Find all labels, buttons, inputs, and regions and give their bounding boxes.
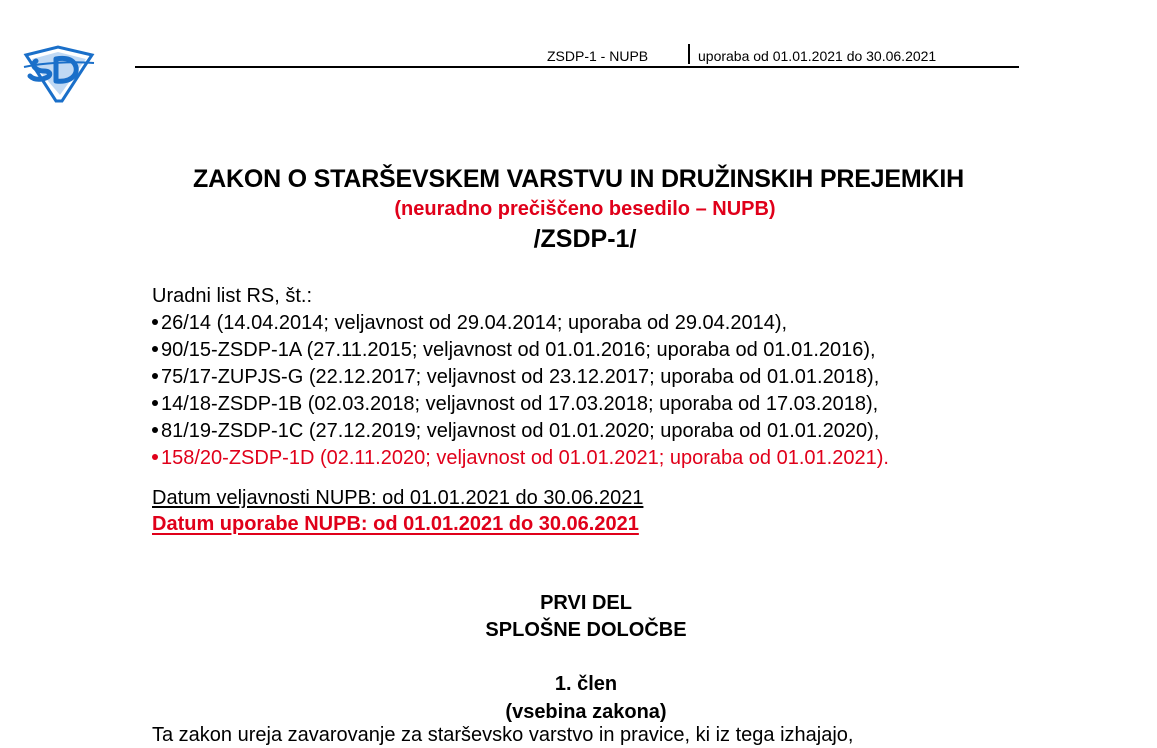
part-name: SPLOŠNE DOLOČBE xyxy=(485,619,687,641)
part-number: PRVI DEL xyxy=(540,592,632,614)
gazette-heading: Uradni list RS, št.: xyxy=(152,285,313,307)
document-subtitle: (neuradno prečiščeno besedilo – NUPB) xyxy=(394,198,776,220)
gazette-item: 26/14 (14.04.2014; veljavnost od 29.04.2014; uporaba od 29.04.2014), xyxy=(152,310,889,337)
bullet-icon xyxy=(152,319,158,325)
bullet-icon xyxy=(152,427,158,433)
validity-date: Datum veljavnosti NUPB: od 01.01.2021 do 30.06.2021 xyxy=(152,487,644,509)
running-header xyxy=(135,44,1019,68)
part-heading xyxy=(0,590,1157,644)
document-code: /ZSDP-1/ xyxy=(533,225,637,253)
bullet-icon xyxy=(152,400,158,406)
header-divider xyxy=(688,44,690,64)
bullet-icon xyxy=(152,454,158,460)
article-heading xyxy=(0,670,1157,726)
article-body: Ta zakon ureja zavarovanje za starševsko varstvo in pravice, ki iz tega izhajajo, xyxy=(152,724,854,746)
gazette-item: 81/19-ZSDP-1C (27.12.2019; veljavnost od 01.01.2020; uporaba od 01.01.2020), xyxy=(152,418,889,445)
gazette-item: 14/18-ZSDP-1B (02.03.2018; veljavnost od 17.03.2018; uporaba od 17.03.2018), xyxy=(152,391,889,418)
header-usage-range: uporaba od 01.01.2021 do 30.06.2021 xyxy=(698,48,937,64)
header-code: ZSDP-1 - NUPB xyxy=(547,48,649,64)
article-number: 1. člen xyxy=(554,673,618,695)
usage-date: Datum uporabe NUPB: od 01.01.2021 do 30.06.2021 xyxy=(152,513,639,535)
article-name: (vsebina zakona) xyxy=(505,701,667,723)
gazette-list xyxy=(152,310,889,472)
gazette-item: 75/17-ZUPJS-G (22.12.2017; veljavnost od 23.12.2017; uporaba od 01.01.2018), xyxy=(152,364,889,391)
gazette-item-latest: 158/20-ZSDP-1D (02.11.2020; veljavnost od 01.01.2021; uporaba od 01.01.2021). xyxy=(152,445,889,472)
validity-dates xyxy=(152,485,643,537)
bullet-icon xyxy=(152,373,158,379)
sd-logo-icon xyxy=(22,45,96,103)
document-title: ZAKON O STARŠEVSKEM VARSTVU IN DRUŽINSKIH PREJEMKIH xyxy=(193,165,964,193)
bullet-icon xyxy=(152,346,158,352)
gazette-item: 90/15-ZSDP-1A (27.11.2015; veljavnost od 01.01.2016; uporaba od 01.01.2016), xyxy=(152,337,889,364)
gazette-references xyxy=(152,283,889,472)
